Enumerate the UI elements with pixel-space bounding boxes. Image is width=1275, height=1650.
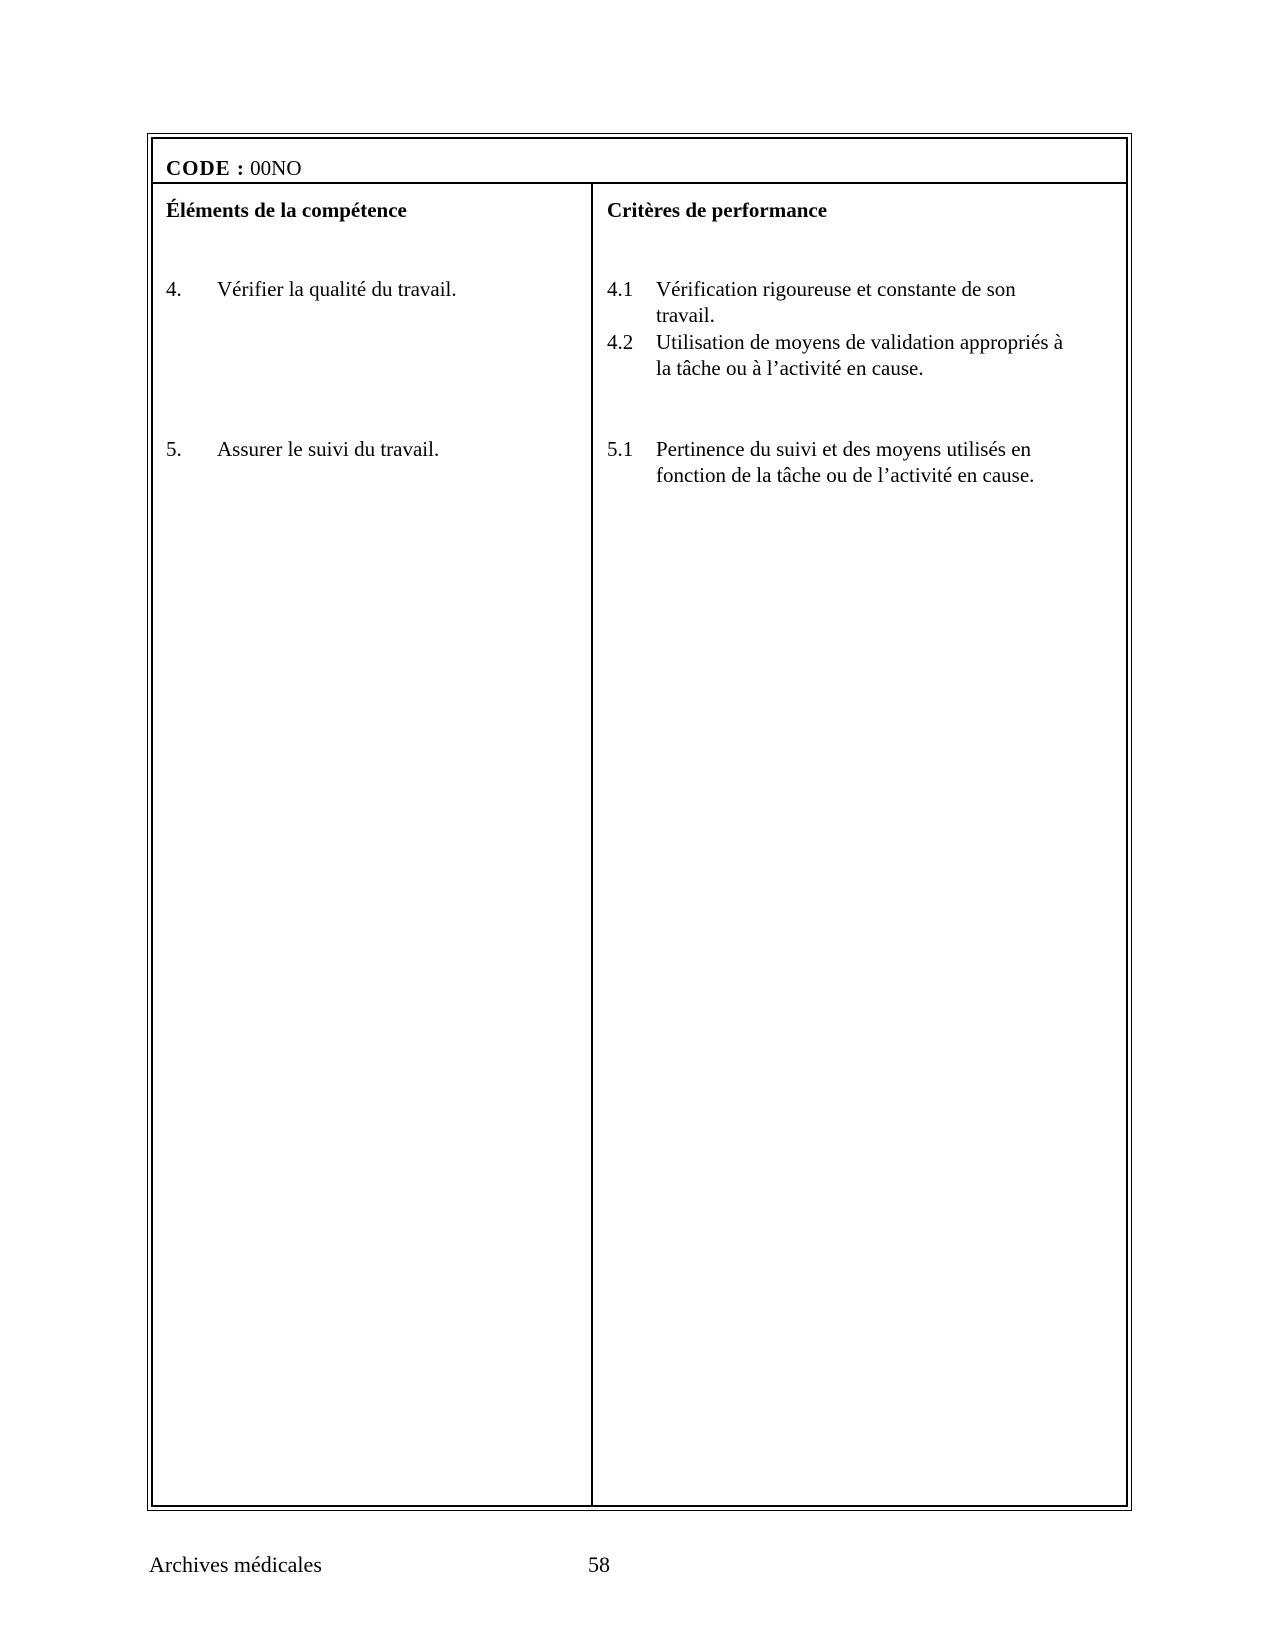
code-label: CODE :	[166, 156, 245, 180]
column-divider	[591, 183, 593, 1505]
elements-column-header: Éléments de la compétence	[166, 198, 407, 222]
element-number: 4.	[166, 277, 182, 301]
element-text: Vérifier la qualité du travail.	[217, 277, 457, 301]
criterion-number: 4.2	[607, 330, 634, 354]
criterion-text-line-1: Utilisation de moyens de validation appropriés à	[656, 330, 1064, 354]
criterion-number: 4.1	[607, 277, 634, 301]
criterion-text-line-1: Pertinence du suivi et des moyens utilisés en	[656, 437, 1032, 461]
criterion-text-line-1: Vérification rigoureuse et constante de son	[656, 277, 1016, 301]
element-text: Assurer le suivi du travail.	[217, 437, 440, 461]
code-value: 00NO	[250, 156, 302, 180]
code-line	[166, 156, 302, 180]
footer-title: Archives médicales	[149, 1552, 322, 1577]
criterion-text-line-2: la tâche ou à l’activité en cause.	[656, 356, 924, 380]
criterion-text-line-2: fonction de la tâche ou de l’activité en cause.	[656, 463, 1035, 487]
element-number: 5.	[166, 437, 182, 461]
page-number: 58	[588, 1552, 610, 1577]
criterion-number: 5.1	[607, 437, 634, 461]
criteria-column-header: Critères de performance	[607, 198, 828, 222]
criterion-text-line-2: travail.	[656, 303, 715, 327]
